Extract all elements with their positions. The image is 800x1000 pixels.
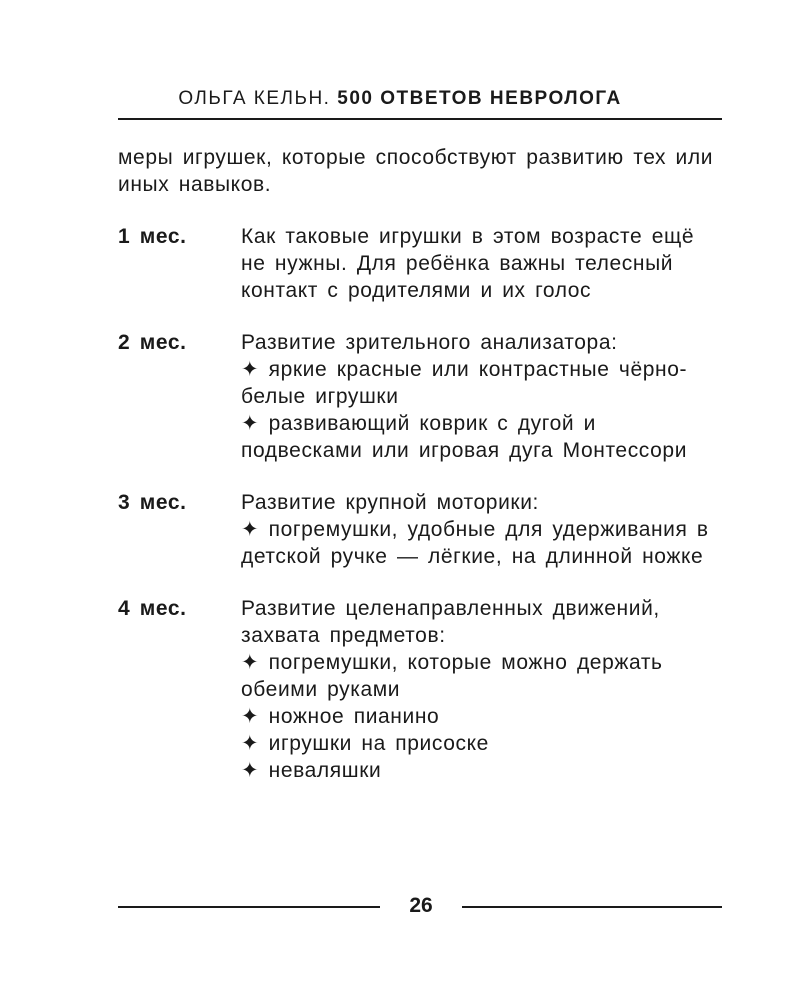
month-description — [241, 223, 722, 304]
month-label: 1 мес. — [118, 225, 187, 248]
description-text: Как таковые игрушки в этом возрасте ещё не нужны. Для ребёнка важны телесный контакт с родителями и их голос — [241, 225, 695, 302]
description-text: Развитие зрительного анализатора: — [241, 331, 618, 354]
running-header — [0, 88, 800, 110]
page-number: 26 — [409, 894, 433, 917]
bullet-item: ✦ игрушки на присоске — [241, 730, 722, 757]
header-author: ОЛЬГА КЕЛЬН. — [178, 88, 331, 109]
description-text: Развитие целенаправленных движений, захвата предметов: — [241, 597, 660, 647]
header-rule — [118, 118, 722, 120]
month-description — [241, 329, 722, 464]
month-label: 4 мес. — [118, 597, 187, 620]
bullet-item: ✦ погремушки, удобные для удерживания в детской ручке — лёгкие, на длинной ножке — [241, 516, 722, 570]
bullet-item: ✦ яркие красные или контрастные чёрно-белые игрушки — [241, 356, 722, 410]
month-label: 2 мес. — [118, 331, 187, 354]
footer-rule-left — [118, 906, 380, 908]
bullet-item: ✦ погремушки, которые можно держать обеими руками — [241, 649, 722, 703]
month-label: 3 мес. — [118, 491, 187, 514]
month-entry-4 — [118, 595, 722, 784]
bullet-item: ✦ ножное пианино — [241, 703, 722, 730]
month-entry-3 — [118, 489, 722, 570]
bullet-item: ✦ развивающий коврик с дугой и подвесками или игровая дуга Монтессори — [241, 410, 722, 464]
bullet-item: ✦ неваляшки — [241, 757, 722, 784]
footer-rule-right — [462, 906, 722, 908]
month-description — [241, 595, 722, 784]
page-body — [118, 144, 722, 809]
month-description — [241, 489, 722, 570]
description-text: Развитие крупной моторики: — [241, 491, 539, 514]
header-book-title: 500 ОТВЕТОВ НЕВРОЛОГА — [337, 88, 622, 109]
month-entry-2 — [118, 329, 722, 464]
month-entry-1 — [118, 223, 722, 304]
intro-paragraph: меры игрушек, которые способствуют развитию тех или иных навыков. — [118, 146, 714, 196]
